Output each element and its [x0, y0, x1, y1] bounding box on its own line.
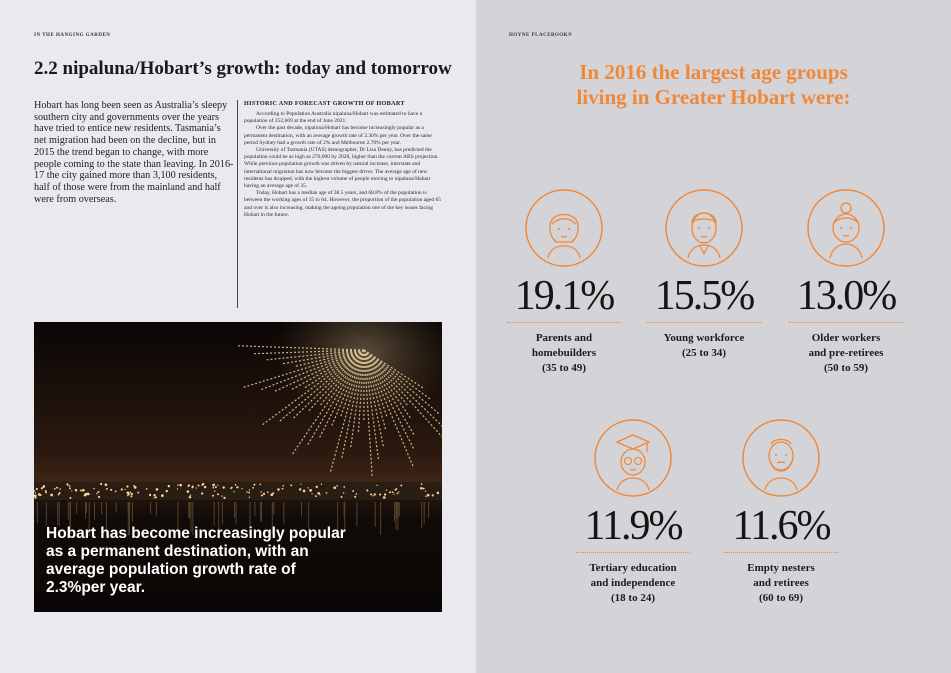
- dotted-divider: [647, 322, 761, 323]
- stat-percent: 15.5%: [654, 273, 754, 319]
- stat-label: [639, 331, 769, 361]
- sidebar-paragraph: University of Tasmania (UTAS) demographer, Dr Lisa Denny, has predicted the population could be as high as 270,000 by 2028, higher than the current ABS projection. While previous population growth was driven by natural increase, interstate and international migration has now become the biggest driver. The average age of new residents has dropped, with the highest volume of people moving to nipaluna/Hobart having an average age of 35.: [244, 147, 439, 190]
- sidebar-paragraph: Over the past decade, nipaluna/Hobart has become increasingly popular as a permanent destination, with an average growth rate of 2.30% per year. Over the same period Sydney had a growth rate of 2% and Melbourne 2.70% per year.: [244, 125, 432, 146]
- stat-label-line: (50 to 59): [824, 362, 868, 374]
- stat-parents-homebuilders: [499, 188, 629, 376]
- sidebar-paragraph: According to Population Australia nipaluna/Hobart was estimated to have a population of 252,669 at the end of June 2021.: [244, 111, 423, 125]
- stat-empty-nesters: [716, 418, 846, 606]
- dotted-divider: [507, 322, 621, 323]
- dotted-divider: [789, 322, 903, 323]
- stat-label-line: and independence: [590, 577, 676, 589]
- age-groups-headline: [476, 60, 951, 110]
- right-page: [476, 0, 951, 673]
- stat-percent: 13.0%: [796, 273, 896, 319]
- stat-label-line: and retirees: [753, 577, 809, 589]
- growth-sidebar: [237, 100, 442, 308]
- stat-label-line: and pre-retirees: [808, 347, 884, 359]
- stat-label: [781, 331, 911, 376]
- intro-paragraph: Hobart has long been seen as Australia’s sleepy southern city and governments over the years have tried to entice new residents. Tasmania’s net migration had been on the decline, but in 2015 the trend began to change, with more people coming to the state than leaving. In 2016-17 the city gained more than 3,100 residents, half of those were from the mainland and half were from overseas.: [34, 100, 234, 205]
- stat-label-line: Tertiary education: [589, 562, 677, 574]
- stat-label-line: Older workers: [811, 332, 881, 344]
- stat-label-line: Young workforce: [663, 332, 745, 344]
- stat-percent: 11.6%: [732, 503, 830, 549]
- stat-label: [499, 331, 629, 376]
- headline-line: living in Greater Hobart were:: [576, 85, 851, 109]
- stat-label-line: homebuilders: [531, 347, 597, 359]
- page-title: 2.2 nipaluna/Hobart’s growth: today and tomorrow: [34, 58, 452, 79]
- stat-label: [568, 561, 698, 606]
- bearded-man-icon: [741, 418, 821, 498]
- woman-icon: [524, 188, 604, 268]
- headline-line: In 2016 the largest age groups: [579, 60, 848, 84]
- stat-label-line: Parents and: [535, 332, 593, 344]
- stat-label-line: Empty nesters: [747, 562, 815, 574]
- running-head-right: HOYNE PLACEBOOK®: [509, 33, 573, 38]
- graduate-icon: [593, 418, 673, 498]
- stat-older-workers: [781, 188, 911, 376]
- stat-label-line: (25 to 34): [682, 347, 726, 359]
- sidebar-heading: HISTORIC AND FORECAST GROWTH OF HOBART: [244, 100, 405, 107]
- stat-label: [716, 561, 846, 606]
- stat-label-line: (35 to 49): [542, 362, 586, 374]
- stat-young-workforce: [639, 188, 769, 361]
- photo-caption: Hobart has become increasingly popular as a permanent destination, with an average population growth rate of 2.3%per year.: [46, 525, 346, 596]
- running-head-left: IN THE HANGING GARDEN: [34, 33, 111, 38]
- older-woman-icon: [806, 188, 886, 268]
- sidebar-paragraph: Today, Hobart has a median age of 38.5 years, and 68.8% of the population is between the working ages of 15 to 64. However, the proportion of the population aged 65 and over is also increasing, making the ageing population one of the key issues facing Hobart in the future.: [244, 190, 441, 218]
- fireworks-photo: [34, 322, 442, 612]
- dotted-divider: [724, 552, 838, 553]
- stat-percent: 11.9%: [584, 503, 682, 549]
- stat-label-line: (60 to 69): [759, 592, 803, 604]
- stat-percent: 19.1%: [514, 273, 614, 319]
- dotted-divider: [576, 552, 690, 553]
- young-man-icon: [664, 188, 744, 268]
- stat-label-line: (18 to 24): [611, 592, 655, 604]
- stat-tertiary-education: [568, 418, 698, 606]
